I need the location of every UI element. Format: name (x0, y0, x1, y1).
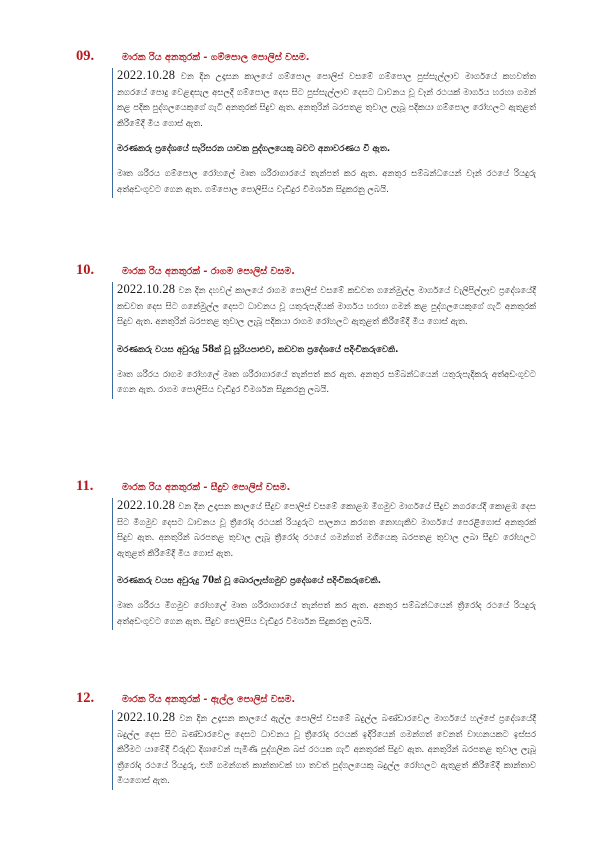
incident-description (117, 710, 536, 790)
incident-date: 2022.10.28 (117, 68, 176, 82)
victim-age: 58 (202, 340, 215, 355)
incident-text: වන දින උදෑසන කාලයේ ගම්පොල පොලිස් වසමේ ගම්පොල පුස්සැල්ලාව මාර්ගයේ කහවත්ත නගරයේ පොදු වෙළඳසැල අසලදී ගම්පොල දෙස සිට පුස්සැල්ලාව දෙසට ධාවනය වූ වෑන් රථයක් මාර්ගය හරහා ගමන් කළ පදික පුද්ගලයෙකුගේ ගැටී අනතුරක් සිදුව ඇත. අනතුරින් බරපතළ තුවාල ලැබූ පදිකයා ගම්පොල රෝහලට ඇතුළත් කිරීමේදී මිය ගොස් ඇත. (117, 72, 536, 129)
incident-date: 2022.10.28 (117, 282, 176, 296)
section-content (112, 68, 536, 198)
followup-text: මෘත ශරීරය ගම්පොල රෝහලේ මෘත ශරීරාගාරයේ තැන්පත් කර ඇත. අනතුර සම්බන්ධයෙන් වෑන් රථයේ රියදුරු අත්අඩංගුවට ගෙන ඇත. ගම්පොල පොලිසිය වැඩිදුර විමර්ශන සිදුකරනු ලබයි. (117, 169, 536, 195)
incident-description (117, 68, 536, 132)
incident-description (117, 498, 536, 562)
incident-date: 2022.10.28 (117, 710, 176, 724)
victim-suffix: ක් වූ සූරියපාළුව, කඩවත ප්‍රදේශයේ පදිංචිකරුවෙකි. (214, 344, 399, 355)
section-heading (76, 48, 536, 68)
section-heading (76, 478, 536, 498)
incident-description (117, 282, 536, 331)
section-content (112, 710, 536, 790)
victim-prefix: මරණකරු වයස අවුරුදු (117, 576, 203, 586)
followup-text: මෘත ශරීරය මීගමුව රෝහලේ මෘත ශරීරාගාරයේ තැන්පත් කර ඇත. අනතුර සම්බන්ධයෙන් ත්‍රීරෝද රථයේ රියදුරු අත්අඩංගුවට ගෙන ඇත. සීදුව පොලිසිය වැඩිදුර විමර්ශන සිදුකරනු ලබයි. (117, 601, 536, 627)
section-12 (76, 690, 536, 790)
victim-suffix: ක් වූ බොරලැස්ගමුව ප්‍රදේශයේ පදිංචිකරුවෙකි. (214, 576, 382, 586)
section-number: 12. (76, 690, 95, 706)
section-number: 11. (76, 478, 94, 494)
section-title: මාරක රිය අනතුරක් - රාගම පොලිස් වසම. (122, 266, 295, 277)
victim-age: 70 (202, 572, 215, 586)
section-title: මාරක රිය අනතුරක් - ගම්පොල පොලිස් වසම. (122, 52, 310, 63)
victim-info (117, 341, 536, 358)
section-title: මාරක රිය අනතුරක් - ඇල්ල පොලිස් වසම. (122, 694, 296, 705)
incident-text: වන දින උදෑසන කාලයේ සීදුව පොලිස් වසමේ කොළඹ මීගමුව මාර්ගයේ සීදුව නගරයේදී කොළඹ දෙස සිට මීගමුව දෙසට ධාවනය වූ ත්‍රීරෝද රථයක් රියදුරුට පාලනය කරගත නොහැකිව මාර්ගයේ පෙරළීගොස් අනතුරක් සිදුව ඇත. අනතුරින් බරපතළ තුවාල ලැබූ ත්‍රීරෝද රථයේ ගමන්ගත් මගියෙකු බරපතළ තුවාල ලබා සීදුව රෝහලට ඇතුළත් කිරීමේදී මිය ගොස් ඇත. (117, 502, 536, 559)
section-number: 09. (76, 48, 95, 64)
victim-info (117, 572, 536, 589)
section-title: මාරක රිය අනතුරක් - සීදුව පොලිස් වසම. (122, 482, 291, 493)
incident-text: වන දින දහවල් කාලයේ රාගම පොලිස් වසමේ කඩවත ගනේමුල්ල මාර්ගයේ වැලිපිල්ලෑව ප්‍රදේශයේදී කඩවත දෙස සිට ගනේමුල්ල දෙසට ධාවනය වූ යතුරුපැදියක් මාර්ගය හරහා ගමන් කළ පුද්ගලයෙකුගේ ගැටී අනතුරක් සිදුව ඇත. අනතුරින් බරපතළ තුවාල ලැබූ පදිකයා රාගම රෝහලට ඇතුළත් කිරීමේදී මිය ගොස් ඇත. (117, 286, 536, 327)
incident-text: වන දින උදෑසන කාලයේ ඇල්ල පොලිස් වසමේ බදුල්ල බණ්ඩාරවෙල මාර්ගයේ හල්පේ ප්‍රදේශයේදී බදුල්ල දෙස සිට බණ්ඩාරවෙල දෙසට ධාවනය වූ ත්‍රීරෝද රථයක් ඉදිරියෙන් ගමන්ගත් වෙනත් වාහනයකට ඉස්සර කිරීමට යාමේදී විරුද්ධ දිශාවෙන් පැමිණි පුද්ගලික බස් රථයක ගැටී අනතුරක් සිදුව ඇත. අනතුරින් බරපතළ තුවාල ලැබූ ත්‍රීරෝද රථයේ රියදුරු, එහි ගමන්ගත් කාන්තාවක් හා තවත් පුද්ගලයෙකු බදුල්ල රෝහලට ඇතුළත් කිරීමේදී කාන්තාව මියගොස් ඇත. (117, 714, 536, 786)
section-heading (76, 262, 536, 282)
incident-date: 2022.10.28 (117, 498, 176, 512)
victim-prefix: මරණකරු වයස අවුරුදු (117, 344, 203, 355)
section-heading (76, 690, 536, 710)
section-11 (76, 478, 536, 630)
victim-info: මරණකරු ප්‍රදේශයේ සැරිසරන යාචක පුද්ගලයෙකු බවට අනාවරණය වී ඇත. (117, 144, 391, 154)
followup-text: මෘත ශරීරය රාගම රෝහලේ මෘත ශරීරාගාරයේ තැන්පත් කර ඇත. අනතුර සම්බන්ධයෙන් යතුරුපැදිකරු අත්අඩංගුවට ගෙන ඇත. රාගම පොලිසිය වැඩිදුර විමර්ශන සිදුකරනු ලබයි. (117, 369, 536, 395)
section-number: 10. (76, 262, 95, 278)
section-09 (76, 48, 536, 198)
section-content (112, 498, 536, 630)
section-content (112, 282, 536, 399)
section-10 (76, 262, 536, 399)
